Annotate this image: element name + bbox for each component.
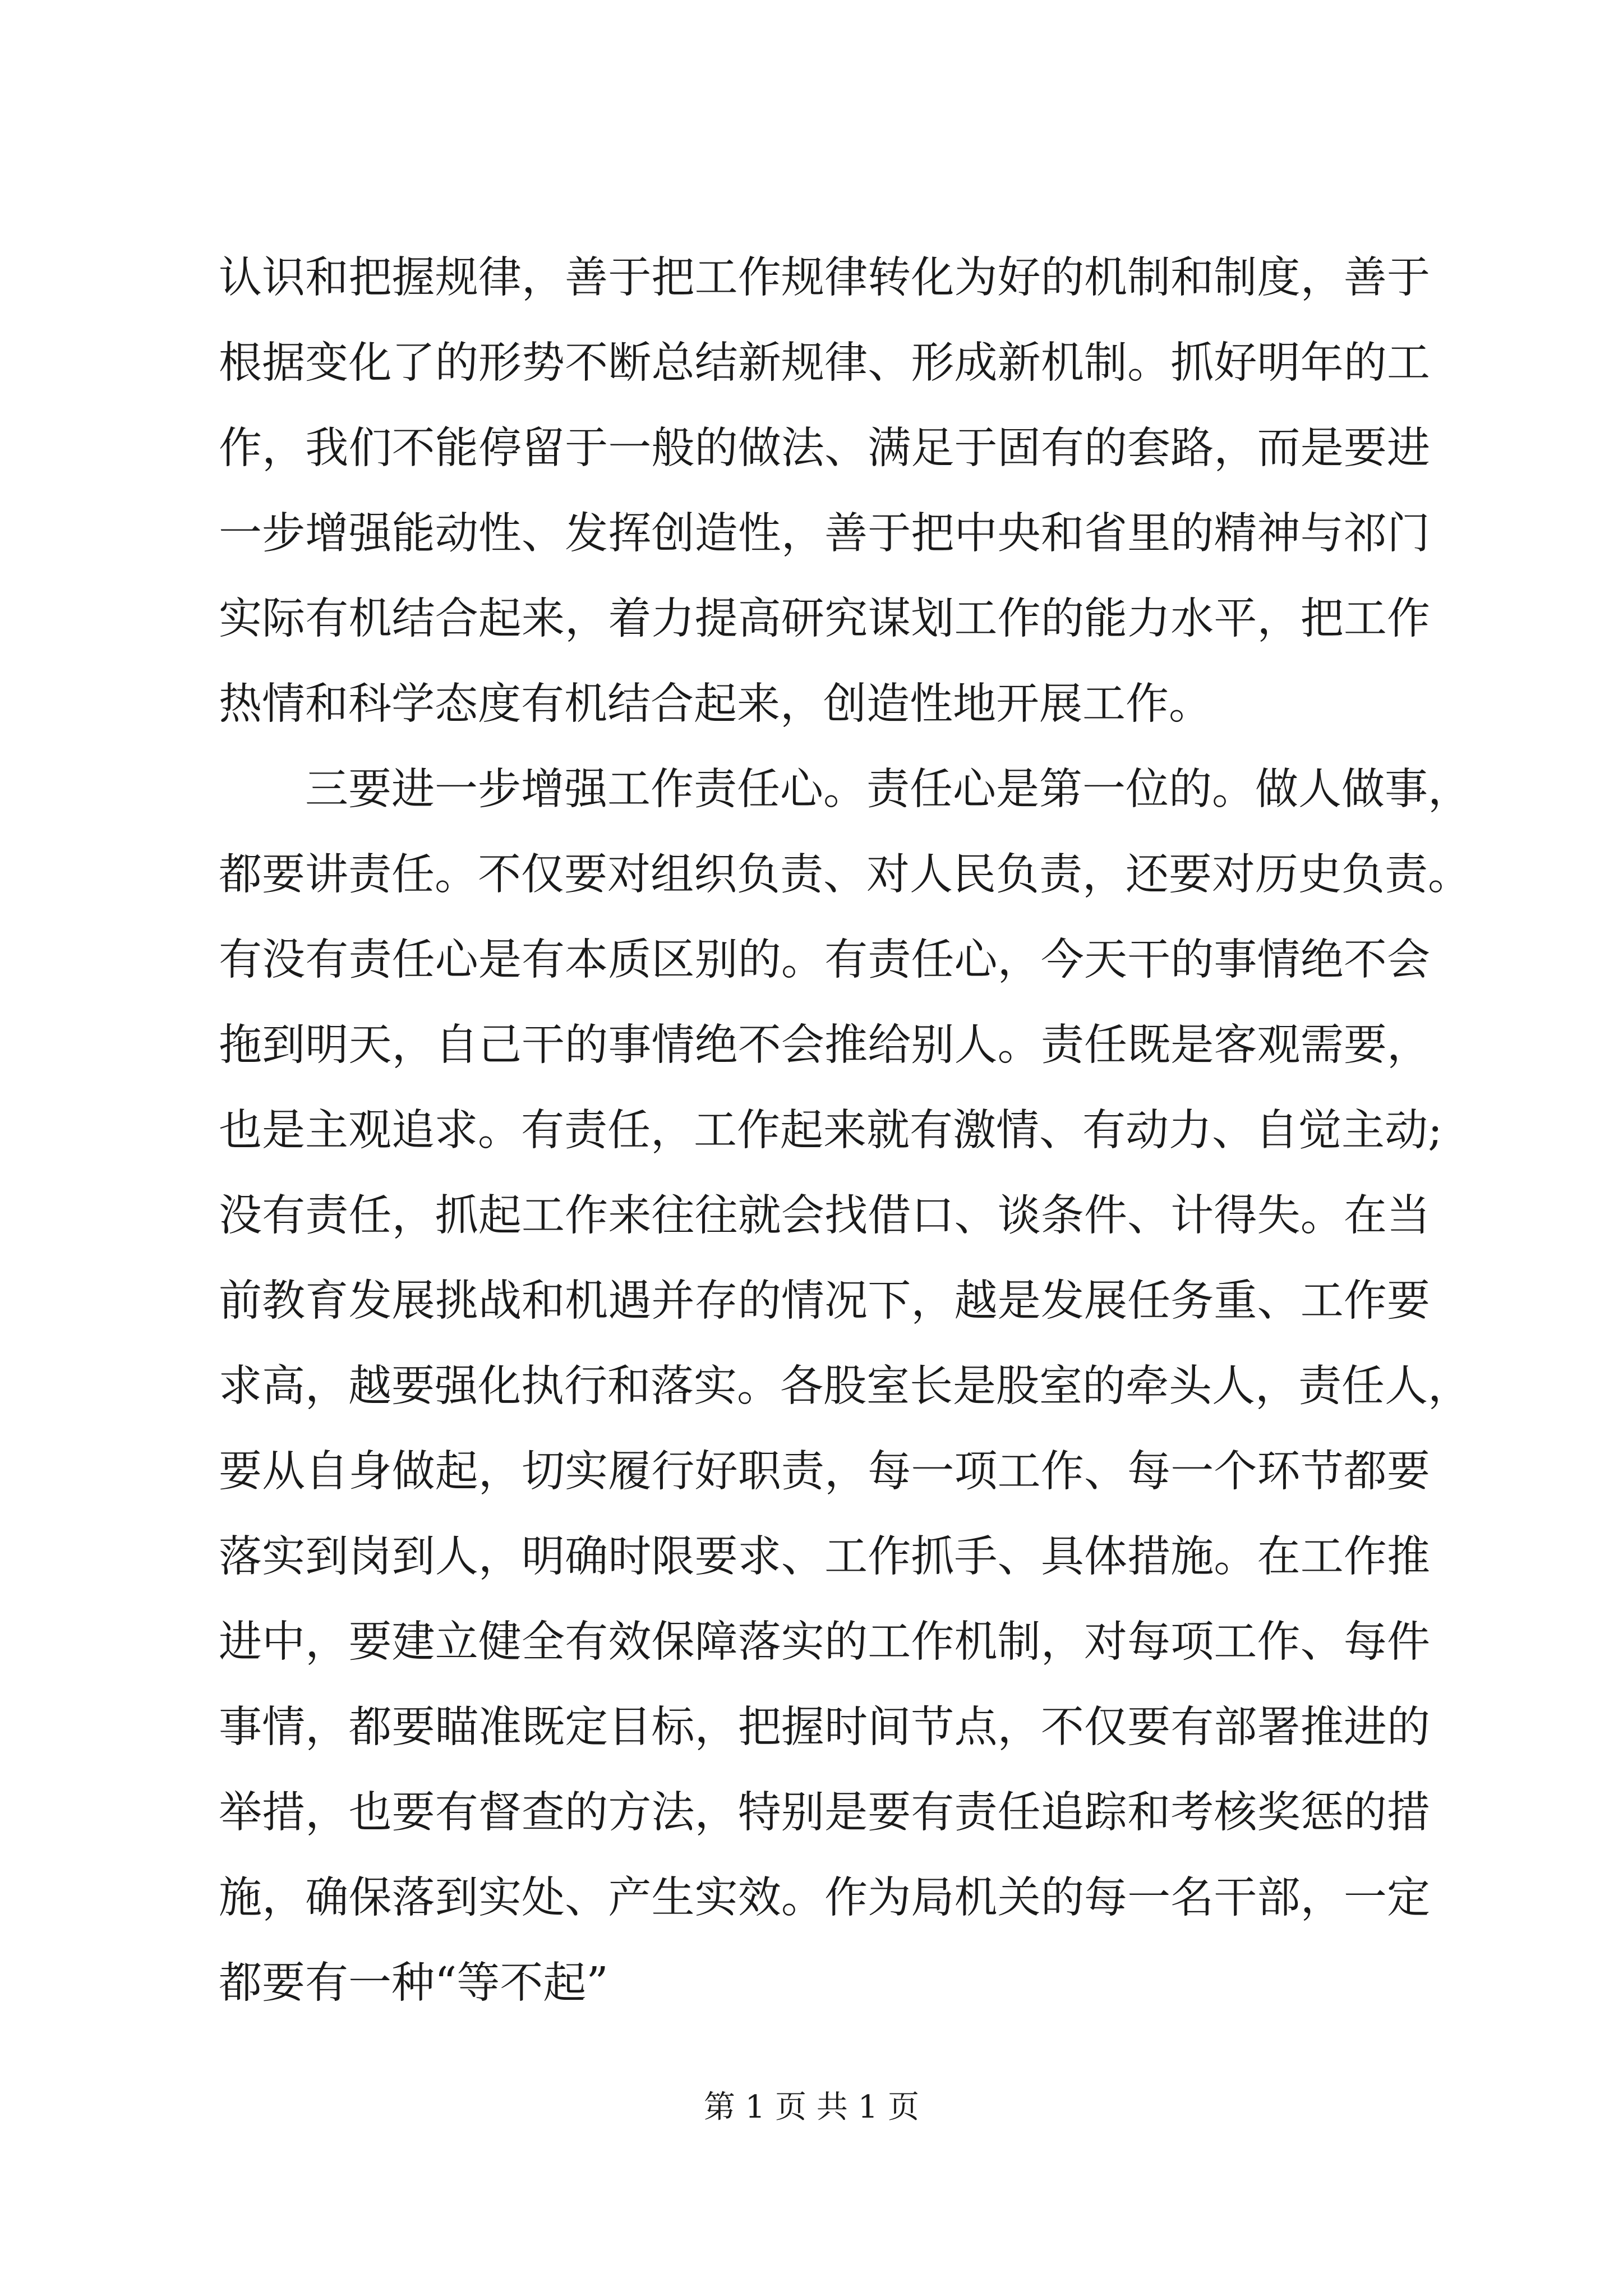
- text-line: 没有责任，抓起工作来往往就会找借口、谈条件、计得失。在当: [219, 1191, 1430, 1241]
- text-line: 一步增强能动性、发挥创造性，善于把中央和省里的精神与祁门: [219, 509, 1430, 559]
- page-number-footer: 第 1 页 共 1 页: [703, 2089, 920, 2125]
- text-line: 有没有责任心是有本质区别的。有责任心，今天干的事情绝不会: [219, 935, 1430, 985]
- text-line: 都要有一种“等不起”: [219, 1958, 608, 2008]
- text-line: 事情，都要瞄准既定目标，把握时间节点，不仅要有部署推进的: [219, 1703, 1430, 1752]
- text-line: 进中，要建立健全有效保障落实的工作机制，对每项工作、每件: [219, 1617, 1430, 1667]
- text-line: 拖到明天，自己干的事情绝不会推给别人。责任既是客观需要，: [219, 1020, 1430, 1070]
- text-line: 实际有机结合起来，着力提高研究谋划工作的能力水平，把工作: [219, 594, 1430, 644]
- text-line: 落实到岗到人，明确时限要求、工作抓手、具体措施。在工作推: [219, 1532, 1430, 1582]
- text-line: 根据变化了的形势不断总结新规律、形成新机制。抓好明年的工: [219, 338, 1430, 388]
- paragraph-1: [219, 236, 1430, 747]
- text-line: 前教育发展挑战和机遇并存的情况下，越是发展任务重、工作要: [219, 1276, 1430, 1326]
- text-line: 三要进一步增强工作责任心。责任心是第一位的。做人做事，: [305, 765, 1471, 815]
- text-line: 举措，也要有督查的方法，特别是要有责任追踪和考核奖惩的措: [219, 1788, 1430, 1838]
- text-line: 都要讲责任。不仅要对组织负责、对人民负责，还要对历史负责。: [219, 850, 1471, 900]
- text-line: 要从自身做起，切实履行好职责，每一项工作、每一个环节都要: [219, 1447, 1430, 1497]
- text-line: 施，确保落到实处、产生实效。作为局机关的每一名干部，一定: [219, 1873, 1430, 1923]
- text-line: 认识和把握规律，善于把工作规律转化为好的机制和制度，善于: [219, 253, 1430, 303]
- text-line: 求高，越要强化执行和落实。各股室长是股室的牵头人，责任人，: [219, 1361, 1471, 1411]
- text-line: 热情和科学态度有机结合起来，创造性地开展工作。: [219, 679, 1212, 729]
- text-line: 也是主观追求。有责任，工作起来就有激情、有动力、自觉主动;: [219, 1106, 1442, 1156]
- text-line: 作，我们不能停留于一般的做法、满足于固有的套路，而是要进: [219, 424, 1430, 473]
- paragraph-2: [219, 747, 1471, 2026]
- document-body: [219, 236, 1471, 2026]
